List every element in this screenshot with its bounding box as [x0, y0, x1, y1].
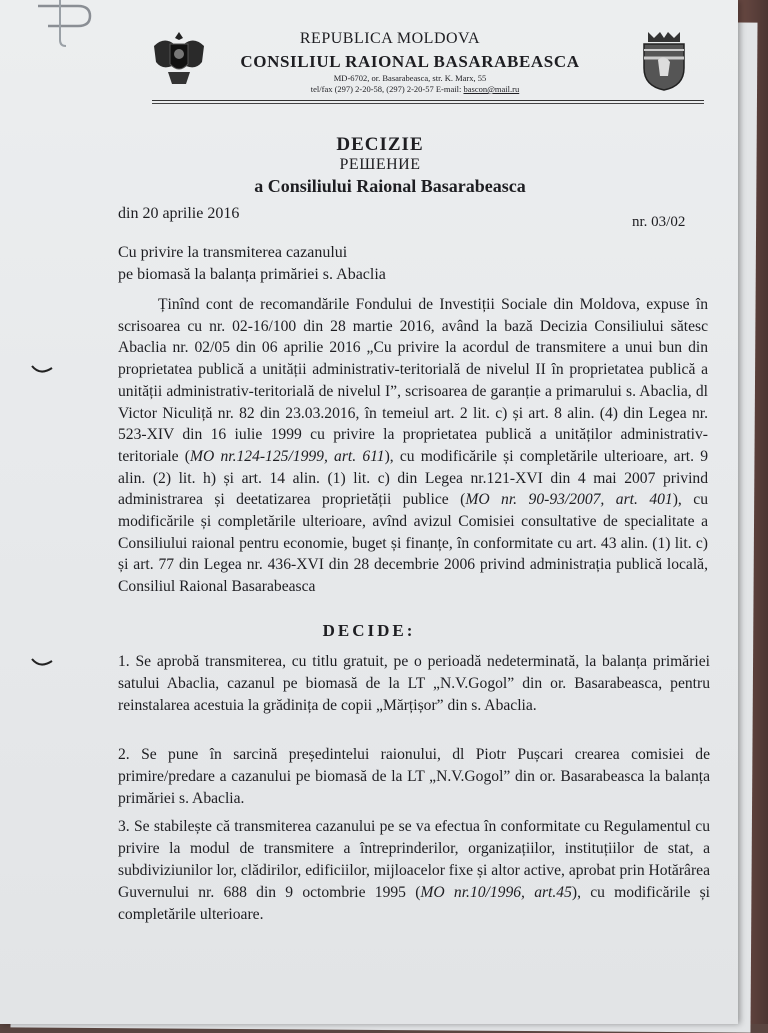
doc-title-russian: РЕШЕНИЕ [339, 156, 421, 173]
basarabeasca-coat-of-arms-icon [640, 28, 688, 92]
subject-line-1: Cu privire la transmiterea cazanului [118, 244, 348, 261]
header-country: REPUBLICA MOLDOVA [299, 30, 481, 47]
doc-title: DECIZIE [336, 134, 424, 155]
moldova-coat-of-arms-icon [150, 26, 208, 88]
doc-issuer: a Consiliului Raional Basarabeasca [254, 176, 526, 196]
decision-date: din 20 aprilie 2016 [118, 205, 240, 222]
decision-item-1: 1. Se aprobă transmiterea, cu titlu gratuit, pe o perioadă nedeterminată, la balanța primăriei satului Abaclia, cazanul pe biomasă de la LT „N.V.Gogol” din or. Basarabeasca, pentru reinstalarea acestuia la grădinița de copii „Mărțișor” din s. Abaclia. [118, 653, 710, 714]
decision-number: nr. 03/02 [632, 214, 686, 230]
subject-line-2: pe biomasă la balanța primăriei s. Abaclia [118, 266, 386, 283]
item-3-part-2: ), cu modificările și completările ulterioare. [118, 884, 711, 923]
preamble-part-3: ), cu modificările și completările ulterioare, avînd avizul Comisiei consultative de specialitate a Consiliului raional pentru economie, buget și finanțe, în conformitate cu art. 43 alin. (1) lit. c) și art. 77 din Legea nr. 436-XVI din 28 decembrie 2006 privind administrația publică locală, Consiliul Raional Basarabeasca [118, 491, 708, 596]
header-council: CONSILIUL RAIONAL BASARABEASCA [240, 52, 580, 71]
preamble-part-2: ), cu modificările și completările ulterioare, art. 9 alin. (2) lit. h) și art. 14 alin. (1) lit. c) din Legea nr.121-XVI din 4 mai 2007 privind administrarea și deetatizarea proprietății publice ( [118, 447, 709, 509]
header-address: MD-6702, or. Basarabeasca, str. K. Marx, 55 [333, 73, 487, 83]
preamble-part-1: Ținînd cont de recomandările Fondului de Investiții Sociale din Moldova, expuse în scrisoarea cu nr. 02-16/100 din 28 martie 2016, având la bază Decizia Consiliului sătesc Abaclia nr. 02/05 din 06 aprilie 2016 „Cu privire la acordul de transmitere a unui bun din proprietatea publică a unității administrativ-teritorială de nivelul II în proprietatea publică a unității administrativ-teritorială de nivelul I”, scrisoarea de garanție a primarului s. Abaclia, dl Victor Niculiță nr. 82 din 23.03.2016, în temeiul art. 2 lit. c) și art. 8 alin. (4) din Legea nr. 523-XIV din 16 iulie 1999 cu privire la proprietatea publică a unităților administrativ-teritoriale ( [118, 296, 708, 465]
decision-item-2: 2. Se pune în sarcină președintelui raionului, dl Piotr Pușcari crearea comisiei de primire/predare a cazanului pe biomasă de la LT „N.V.Gogol” din or. Basarabeasca la balanța primăriei s. Abaclia. [118, 746, 710, 807]
preamble-mo-1: MO nr.124-125/1999, art. 611 [190, 447, 385, 465]
paper-clip-icon [30, 0, 100, 50]
header-telfax-text: tel/fax (297) 2-20-58, (297) 2-20-57 E-mail: [310, 84, 464, 94]
pen-mark-icon [30, 655, 54, 669]
pen-mark-icon [30, 362, 54, 376]
decide-heading: DECIDE: [322, 621, 416, 640]
header-divider-thin [152, 103, 704, 104]
decision-subject [118, 242, 478, 286]
header-telfax [220, 84, 610, 94]
decision-item-3 [118, 816, 710, 926]
item-3-part-1: 3. Se stabilește că transmiterea cazanului pe se va efectua în conformitate cu Regulamentul cu privire la modul de transmitere a întreprinderilor, organizațiilor, instituțiilor de stat, a subdiviziunilor lor, clădirilor, edificiilor, mijloacelor fixe și altor active, aprobat prin Hotărârea Guvernului nr. 688 din 9 octombrie 1995 ( [118, 818, 710, 901]
item-3-mo: MO nr.10/1996, art.45 [420, 884, 572, 901]
preamble-paragraph [118, 294, 708, 598]
preamble-mo-2: MO nr. 90-93/2007, art. 401 [465, 491, 673, 509]
header-email[interactable]: bascon@mail.ru [463, 84, 520, 94]
header-divider [152, 100, 704, 101]
